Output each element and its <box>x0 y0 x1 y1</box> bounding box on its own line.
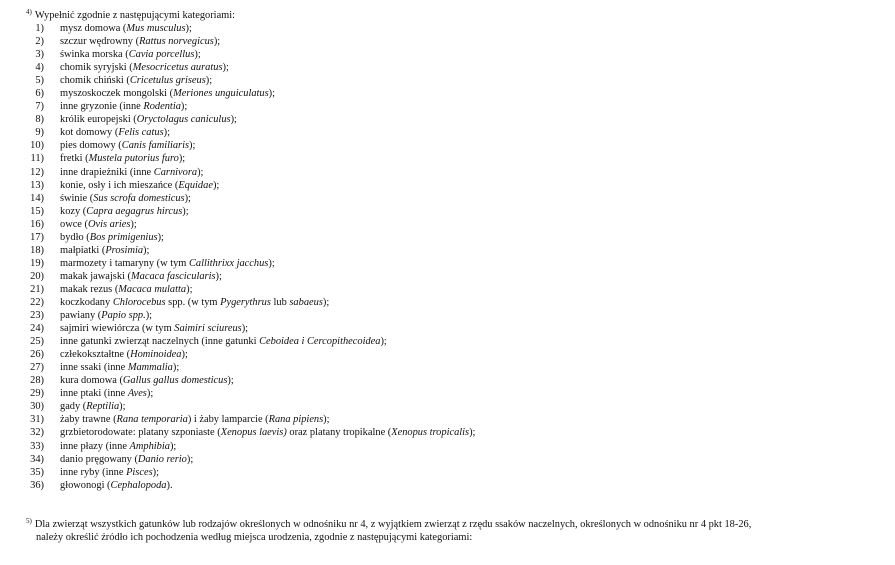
latin-name: Chlorocebus <box>112 296 166 308</box>
item-text <box>60 453 193 466</box>
item-text <box>60 466 159 479</box>
item-text-part: ). <box>166 479 173 491</box>
item-text-part: ); <box>163 127 170 139</box>
item-text <box>60 87 275 100</box>
latin-name: Bos primigenius <box>89 231 158 243</box>
item-text-part: makak rezus ( <box>60 283 119 295</box>
list-item <box>0 205 895 218</box>
item-text <box>60 283 192 296</box>
item-text-part: ); <box>157 231 164 243</box>
latin-name: Meriones unguiculatus <box>173 88 269 100</box>
footnote-marker: 4) <box>26 8 32 16</box>
item-number: 25) <box>30 336 44 348</box>
latin-name: Hominoidea <box>130 349 182 361</box>
latin-name: Mustela putorius furo <box>88 153 179 165</box>
item-text-part: ); <box>322 296 330 308</box>
item-text-part: małpiatki ( <box>60 244 106 256</box>
item-text-part: ); <box>182 205 189 217</box>
item-text <box>60 479 173 492</box>
item-number: 16) <box>30 218 44 230</box>
item-text-part: świnka morska ( <box>60 49 129 61</box>
item-text-part: żaby trawne ( <box>60 414 117 426</box>
list-item <box>0 179 895 192</box>
item-text-part: ); <box>241 323 249 335</box>
item-text <box>60 192 191 205</box>
item-text <box>60 374 234 387</box>
item-number: 32) <box>30 427 44 439</box>
item-number: 27) <box>30 362 44 374</box>
item-text-part: kozy ( <box>60 205 87 217</box>
latin-name: sabaeus <box>289 296 323 308</box>
latin-name: Rana temporaria <box>116 414 188 426</box>
item-number: 24) <box>30 323 44 335</box>
item-number: 21) <box>30 283 44 295</box>
item-text-part: szczur wędrowny ( <box>60 36 140 48</box>
latin-name: Oryctolagus caniculus <box>136 114 231 126</box>
list-item <box>0 309 895 322</box>
list-item <box>0 22 895 35</box>
latin-name: Mammalia <box>127 362 173 374</box>
item-number: 10) <box>30 140 44 152</box>
item-text <box>60 126 170 139</box>
item-text-part: ); <box>130 218 137 230</box>
list-item <box>0 35 895 48</box>
item-text <box>60 348 188 361</box>
item-text <box>60 218 137 231</box>
item-text-part: oraz platany tropikalne ( <box>286 427 392 439</box>
item-number: 3) <box>35 49 44 61</box>
list-item <box>0 74 895 87</box>
item-text-part: ); <box>119 401 126 413</box>
item-text-part: ); <box>186 453 194 465</box>
item-text <box>60 387 153 400</box>
item-number: 22) <box>30 296 44 308</box>
item-text <box>60 296 329 309</box>
item-text-part: inne gatunki zwierząt naczelnych (inne gatunki <box>60 336 260 348</box>
item-text <box>60 413 330 426</box>
item-text <box>60 139 195 152</box>
list-item <box>0 440 895 453</box>
item-text-part: ); <box>230 114 237 126</box>
item-text-part: ); <box>181 349 188 361</box>
item-text <box>60 426 475 439</box>
item-text-part: konie, osły i ich mieszańce ( <box>60 179 179 191</box>
item-text <box>60 166 203 179</box>
item-number: 1) <box>35 23 44 34</box>
latin-name: Cavia porcellus <box>128 49 195 61</box>
item-text-part: chomik chiński ( <box>60 75 130 87</box>
item-number: 31) <box>30 414 44 426</box>
latin-name: Equidae <box>178 179 213 191</box>
item-number: 23) <box>30 310 44 322</box>
footnote-line-2: należy określić źródło ich pochodzenia według miejsca urodzenia, zgodnie z następującymi kategoriami: <box>36 532 473 544</box>
item-number: 8) <box>35 114 44 126</box>
item-text-part: spp. (w tym <box>165 296 221 308</box>
list-item <box>0 100 895 113</box>
item-text <box>60 74 212 87</box>
item-text-part: ); <box>212 179 220 191</box>
latin-name: Rana pipiens <box>268 414 324 426</box>
list-item <box>0 270 895 283</box>
item-text-part: gady ( <box>60 401 87 413</box>
item-text <box>60 113 237 126</box>
latin-name: Sus scrofa domesticus <box>93 192 185 204</box>
item-text-part: inne płazy (inne <box>60 440 130 452</box>
item-number: 5) <box>35 75 44 87</box>
list-item <box>0 296 895 309</box>
list-item <box>0 348 895 361</box>
item-text <box>60 231 164 244</box>
item-number: 26) <box>30 349 44 361</box>
latin-name: Xenopus laevis) <box>220 427 287 439</box>
list-item <box>0 231 895 244</box>
item-number: 15) <box>30 205 44 217</box>
item-text-part: bydło ( <box>60 231 90 243</box>
item-text <box>60 179 219 192</box>
list-item <box>0 387 895 400</box>
list-item <box>0 335 895 348</box>
item-text <box>60 22 192 35</box>
item-text-part: królik europejski ( <box>60 114 137 126</box>
latin-name: Callithrixx jacchus <box>188 257 269 269</box>
item-text-part: inne drapieżniki (inne <box>60 166 154 178</box>
item-text-part: ); <box>268 257 275 269</box>
item-text-part: makak jawajski ( <box>60 270 131 282</box>
item-text-part: ); <box>194 49 201 61</box>
item-text-part: myszoskoczek mongolski ( <box>60 88 174 100</box>
list-item <box>0 139 895 152</box>
item-number: 33) <box>30 440 44 452</box>
item-text-part: ); <box>197 166 204 178</box>
item-number: 18) <box>30 244 44 256</box>
item-text-part: ); <box>186 283 193 295</box>
latin-name: Amphibia <box>129 440 170 452</box>
item-number: 12) <box>30 166 44 178</box>
item-number: 28) <box>30 375 44 387</box>
item-number: 13) <box>30 179 44 191</box>
item-text-part: ); <box>222 62 229 74</box>
item-text-part: ); <box>178 153 186 165</box>
item-number: 30) <box>30 401 44 413</box>
item-text-part: kot domowy ( <box>60 127 119 139</box>
item-number: 35) <box>30 466 44 478</box>
item-text <box>60 335 387 348</box>
list-item <box>0 87 895 100</box>
item-text <box>60 244 149 257</box>
item-text-part: ); <box>184 192 191 204</box>
item-text-part: koczkodany <box>60 296 113 308</box>
item-number: 4) <box>35 62 44 74</box>
latin-name: Cricetulus griseus <box>129 75 206 87</box>
latin-name: Aves <box>127 388 147 400</box>
list-item <box>0 466 895 479</box>
item-text <box>60 48 201 61</box>
item-text-part: ); <box>172 362 180 374</box>
item-text-part: świnie ( <box>60 192 94 204</box>
latin-name: Mesocricetus auratus <box>132 62 223 74</box>
latin-name: Reptilia <box>86 401 120 413</box>
list-item <box>0 374 895 387</box>
latin-name: Xenopus tropicalis <box>391 427 470 439</box>
heading-text: Wypełnić zgodnie z następującymi kategoriami: <box>34 10 236 21</box>
item-text-part: danio pręgowany ( <box>60 453 138 465</box>
item-text-part: ); <box>268 88 276 100</box>
list-item <box>0 61 895 74</box>
latin-name: Pisces <box>126 466 153 478</box>
item-number: 20) <box>30 270 44 282</box>
item-text <box>60 61 229 74</box>
list-item <box>0 413 895 426</box>
footnote-line-1: Dla zwierząt wszystkich gatunków lub rodzajów określonych w odnośniku nr 4, z wyjątkiem zwierząt z rzędu ssaków naczelnych, określonych w odnośniku nr 4 pkt 18-26, <box>34 519 752 530</box>
latin-name: Felis catus <box>118 127 164 139</box>
item-text <box>60 152 185 165</box>
list-item <box>0 192 895 205</box>
item-text-part: ); <box>145 310 153 322</box>
item-text-part: inne ssaki (inne <box>60 362 128 374</box>
latin-name: Capra aegagrus hircus <box>86 205 183 217</box>
item-text-part: inne ptaki (inne <box>60 388 128 400</box>
list-item <box>0 400 895 413</box>
item-number: 9) <box>35 127 44 139</box>
item-text-part: ); <box>185 23 192 34</box>
item-text-part: kura domowa ( <box>60 375 123 387</box>
latin-name: Carnivora <box>153 166 198 178</box>
item-text-part: człekokształtne ( <box>60 349 131 361</box>
item-text <box>60 400 126 413</box>
list-item <box>0 218 895 231</box>
item-text-part: ); <box>215 270 222 282</box>
item-number: 34) <box>30 453 44 465</box>
latin-name: Canis familiaris <box>121 140 190 152</box>
latin-name: Danio rerio <box>137 453 187 465</box>
list-item <box>0 361 895 374</box>
item-text-part: ); <box>213 36 221 48</box>
item-text-part: owce ( <box>60 218 88 230</box>
item-text-part: pies domowy ( <box>60 140 122 152</box>
latin-name: Ceboidea i Cercopithecoidea <box>259 336 381 348</box>
item-text <box>60 257 275 270</box>
item-text-part: ); <box>380 336 387 348</box>
item-text-part: lub <box>270 296 290 308</box>
latin-name: Macaca fascicularis <box>130 270 216 282</box>
list-item <box>0 322 895 335</box>
list-item <box>0 166 895 179</box>
item-text-part: sajmiri wiewiórcza (w tym <box>60 323 175 335</box>
list-item <box>0 244 895 257</box>
list-item <box>0 152 895 165</box>
item-text-part: marmozety i tamaryny (w tym <box>60 257 189 269</box>
footnote-marker: 5) <box>26 517 32 525</box>
item-text <box>60 309 152 322</box>
item-text-part: ); <box>143 244 150 256</box>
item-number: 14) <box>30 192 44 204</box>
latin-name: Rodentia <box>143 101 181 113</box>
latin-name: Cephalopoda <box>110 479 167 491</box>
list-item <box>0 48 895 61</box>
item-text-part: ); <box>189 140 196 152</box>
item-text-part: ); <box>146 388 154 400</box>
item-number: 29) <box>30 388 44 400</box>
list-item <box>0 113 895 126</box>
list-item <box>0 426 895 439</box>
footnote-5 <box>26 518 886 544</box>
item-text-part: głowonogi ( <box>60 479 111 491</box>
item-text <box>60 205 189 218</box>
latin-name: Ovis aries <box>87 218 131 230</box>
item-text <box>60 322 248 335</box>
item-text <box>60 35 220 48</box>
item-number: 36) <box>30 479 44 491</box>
latin-name: Macaca mulatta <box>118 283 187 295</box>
list-item <box>0 257 895 270</box>
item-text-part: ); <box>469 427 476 439</box>
latin-name: Saimiri sciureus <box>174 323 242 335</box>
item-text-part: ); <box>169 440 177 452</box>
list-item <box>0 126 895 139</box>
item-text-part: inne ryby (inne <box>60 466 127 478</box>
item-text-part: fretki ( <box>60 153 89 165</box>
item-text-part: ); <box>227 375 234 387</box>
item-text-part: ); <box>205 75 213 87</box>
list-item <box>0 479 895 492</box>
item-text <box>60 361 179 374</box>
category-list <box>0 22 895 492</box>
item-text <box>60 270 222 283</box>
item-number: 2) <box>35 36 44 48</box>
item-text-part: grzbietorodowate: platany szponiaste ( <box>60 427 221 439</box>
item-text-part: mysz domowa ( <box>60 23 127 34</box>
latin-name: Mus musculus <box>126 23 186 34</box>
item-text-part: ); <box>180 101 188 113</box>
latin-name: Pygerythrus <box>220 296 271 308</box>
latin-name: Rattus norvegicus <box>139 36 214 48</box>
item-text-part: chomik syryjski ( <box>60 62 133 74</box>
item-text-part: ); <box>152 466 159 478</box>
item-text-part: ); <box>323 414 330 426</box>
latin-name: Papio spp. <box>101 310 146 322</box>
item-number: 17) <box>30 231 44 243</box>
item-text-part: pawiany ( <box>60 310 102 322</box>
item-number: 11) <box>30 153 44 165</box>
footnote-4-heading <box>26 9 235 22</box>
latin-name: Gallus gallus domesticus <box>122 375 228 387</box>
item-text <box>60 100 187 113</box>
item-number: 19) <box>30 257 44 269</box>
list-item <box>0 453 895 466</box>
item-text-part: inne gryzonie (inne <box>60 101 144 113</box>
latin-name: Prosimia <box>105 244 144 256</box>
list-item <box>0 283 895 296</box>
item-text <box>60 440 176 453</box>
item-text-part: ) i żaby lamparcie ( <box>187 414 269 426</box>
item-number: 6) <box>35 88 44 100</box>
item-number: 7) <box>35 101 44 113</box>
